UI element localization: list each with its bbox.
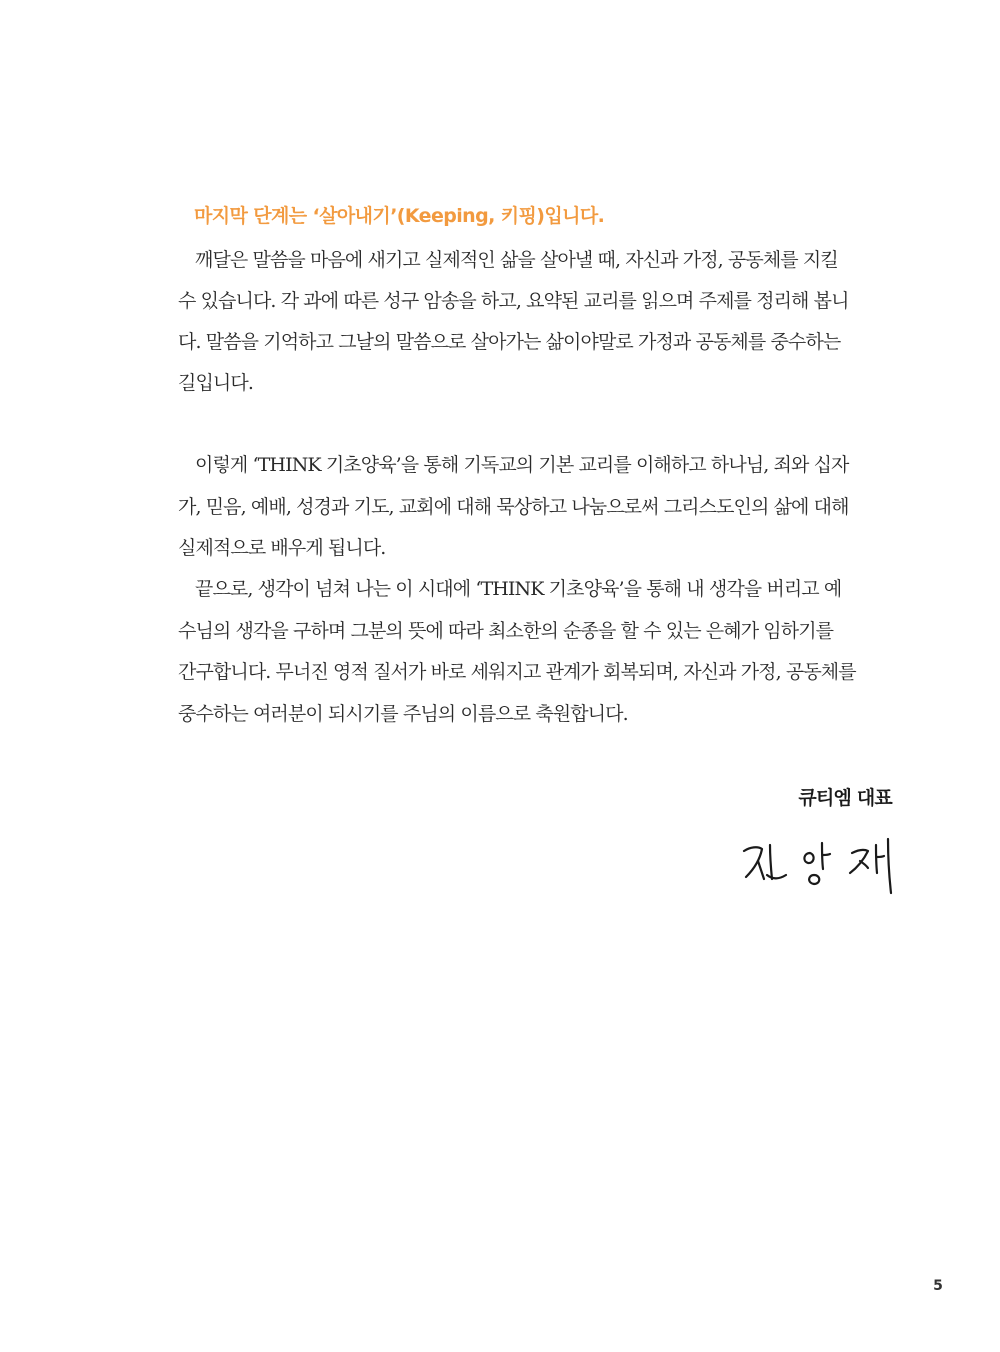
paragraph-line: 중수하는 여러분이 되시기를 주님의 이름으로 축원합니다.: [178, 702, 628, 725]
paragraph-line: 길입니다.: [178, 372, 253, 394]
paragraph-closing: [178, 569, 892, 735]
paragraph-line: 수 있습니다. 각 과에 따른 성구 암송을 하고, 요약된 교리를 읽으며 주제를 정리해 봅니: [178, 290, 849, 312]
paragraph-line: 실제적으로 배우게 됩니다.: [178, 537, 386, 559]
paragraph-line: 간구합니다. 무너진 영적 질서가 바로 세워지고 관계가 회복되며, 자신과 가정, 공동체를: [178, 661, 856, 683]
paragraph-line: 수님의 생각을 구하며 그분의 뜻에 따라 최소한의 순종을 할 수 있는 은혜가 임하기를: [178, 619, 834, 642]
paragraph-line: 이렇게 ‘THINK 기초양육’을 통해 기독교의 기본 교리를 이해하고 하나님, 죄와 십자: [195, 454, 849, 476]
section-heading: 마지막 단계는 ‘살아내기’(Keeping, 키핑)입니다.: [194, 205, 605, 227]
paragraph-think-summary: [178, 445, 892, 570]
paragraph-line: 깨달은 말씀을 마음에 새기고 실제적인 삶을 살아낼 때, 자신과 가정, 공동체를 지킬: [195, 249, 838, 271]
page-number: 5: [933, 1278, 943, 1294]
paragraph-line: 다. 말씀을 기억하고 그날의 말씀으로 살아가는 삶이야말로 가정과 공동체를 중수하는: [178, 331, 841, 353]
signature-title: 큐티엠 대표: [798, 787, 892, 809]
paragraph-keeping: [178, 240, 892, 404]
paragraph-line: 끝으로, 생각이 넘쳐 나는 이 시대에 ‘THINK 기초양육’을 통해 내 생각을 버리고 예: [195, 578, 842, 600]
handwritten-signature: [738, 835, 898, 897]
paragraph-line: 가, 믿음, 예배, 성경과 기도, 교회에 대해 묵상하고 나눔으로써 그리스도인의 삶에 대해: [178, 495, 849, 518]
